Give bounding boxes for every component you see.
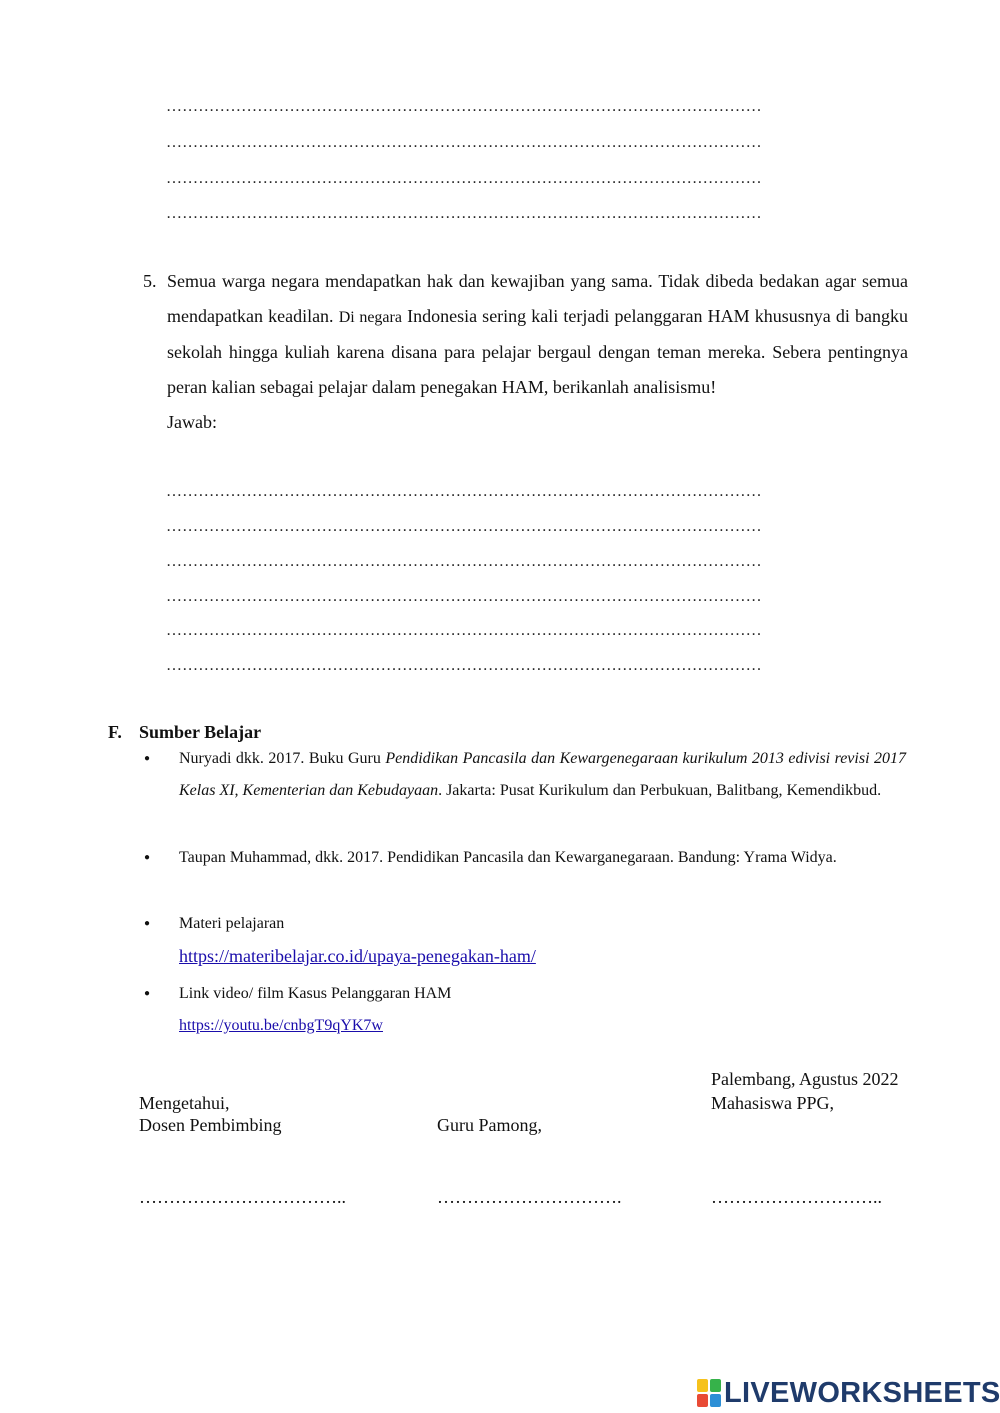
reference-label: Link video/ film Kasus Pelanggaran HAM [179, 985, 452, 1002]
place-date: Palembang, Agustus 2022 [711, 1069, 899, 1089]
bullet-icon: ● [144, 852, 151, 863]
question-text: Semua warga negara mendapatkan hak dan kewajiban yang sama. Tidak dibeda bedakan agar semua mendapatkan keadilan. Di negara Indonesia sering kali terjadi pelanggaran HAM khususnya di bangku sekolah hingga kuliah karena disana para pelajar bergaul dengan teman mereka. Sebera pentingnya peran kalian sebagai pelajar dalam penegakan HAM, berikanlah analisismu! [167, 271, 908, 397]
logo-text: LIVEWORKSHEETS [724, 1376, 1000, 1409]
reference-item: ● Nuryadi dkk. 2017. Buku Guru Pendidikan Pancasila dan Kewargenegaraan kurikulum 2013 edivisi revisi 2017 Kelas XI, Kementerian dan Kebudayaan. Jakarta: Pusat Kurikulum dan Perbukuan, Balitbang, Kemendikbud. [144, 743, 906, 807]
bullet-icon: ● [144, 918, 151, 929]
signature-line-guru: …………………………. [437, 1187, 622, 1207]
answer-line[interactable]: ………………………………………………………………………………………………… [166, 588, 762, 605]
reference-item [144, 978, 906, 1042]
mengetahui-label: Mengetahui, [139, 1093, 230, 1113]
answer-line[interactable]: ………………………………………………………………………………………………… [166, 98, 762, 115]
bullet-icon: ● [144, 753, 151, 764]
guru-label: Guru Pamong, [437, 1115, 542, 1135]
mahasiswa-label: Mahasiswa PPG, [711, 1093, 835, 1113]
answer-line[interactable]: ………………………………………………………………………………………………… [166, 170, 762, 187]
liveworksheets-logo [697, 1376, 1000, 1410]
section-title: Sumber Belajar [139, 722, 262, 742]
bullet-icon: ● [144, 988, 151, 999]
video-link[interactable]: https://youtu.be/cnbgT9qYK7w [179, 1017, 383, 1034]
answer-line[interactable]: ………………………………………………………………………………………………… [166, 205, 762, 222]
answer-line[interactable]: ………………………………………………………………………………………………… [166, 134, 762, 151]
answer-line[interactable]: ………………………………………………………………………………………………… [166, 483, 762, 500]
signature-line-dosen: …………………………….. [139, 1187, 346, 1207]
dosen-label: Dosen Pembimbing [139, 1115, 282, 1135]
section-label: F. [108, 722, 122, 742]
question-number: 5. [143, 271, 157, 291]
answer-line[interactable]: ………………………………………………………………………………………………… [166, 622, 762, 639]
question-5 [143, 264, 908, 440]
answer-line[interactable]: ………………………………………………………………………………………………… [166, 518, 762, 535]
answer-line[interactable]: ………………………………………………………………………………………………… [166, 657, 762, 674]
reference-item [144, 908, 906, 974]
materi-link[interactable]: https://materibelajar.co.id/upaya-penegakan-ham/ [179, 946, 536, 966]
answer-line[interactable]: ………………………………………………………………………………………………… [166, 553, 762, 570]
signature-line-mahasiswa: ……………………….. [711, 1187, 882, 1207]
reference-label: Materi pelajaran [179, 915, 285, 932]
answer-label: Jawab: [167, 412, 217, 432]
reference-item: ● Taupan Muhammad, dkk. 2017. Pendidikan Pancasila dan Kewarganegaraan. Bandung: Yrama Widya. [144, 842, 906, 874]
logo-icon [697, 1379, 721, 1407]
